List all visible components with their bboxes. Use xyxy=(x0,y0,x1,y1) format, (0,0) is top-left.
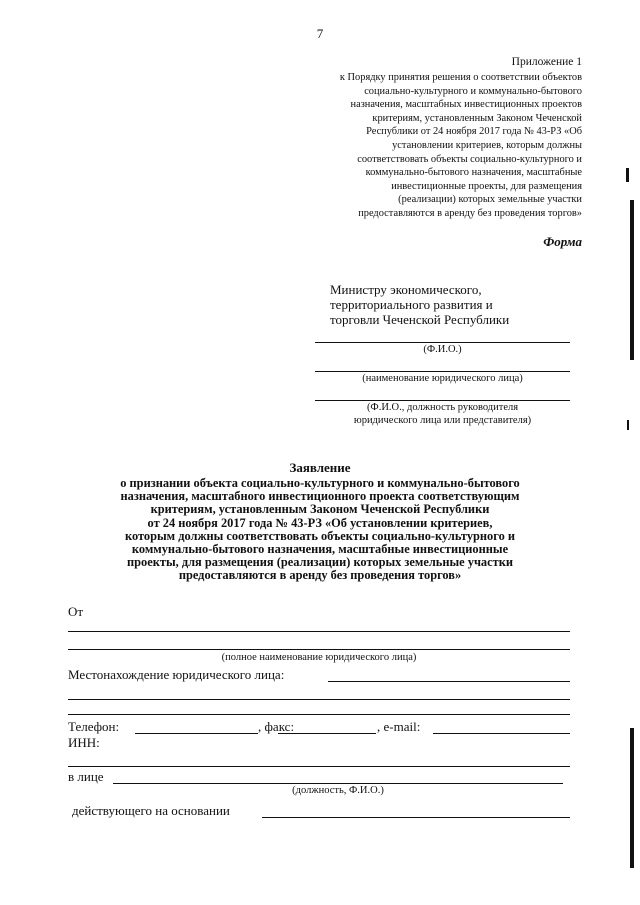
addressee-line: Министру экономического, xyxy=(330,282,482,297)
location-fill-line-3[interactable] xyxy=(68,714,570,715)
location-fill-line[interactable] xyxy=(328,681,570,682)
statement-title: Заявление xyxy=(289,460,351,475)
addressee-line: торговли Чеченской Республики xyxy=(330,312,510,327)
statement-line: коммунально-бытового назначения, масштабные инвестиционные xyxy=(131,542,509,557)
inn-label: ИНН: xyxy=(68,735,100,750)
org-full-name-caption: (полное наименование юридического лица) xyxy=(221,652,417,663)
statement-line: которым должны соответствовать объекты социально-культурного и xyxy=(124,528,516,543)
appendix-line: инвестиционные проекты, для размещения xyxy=(391,180,582,192)
appendix-label: Приложение 1 xyxy=(511,56,582,68)
inn-fill-line[interactable] xyxy=(68,766,570,767)
statement-line: о признании объекта социально-культурного и коммунально-бытового xyxy=(120,476,520,490)
location-label: Местонахождение юридического лица: xyxy=(68,667,285,682)
appendix-line: назначения, масштабных инвестиционных проектов xyxy=(350,99,582,111)
statement-line: от 24 ноября 2017 года № 43-РЗ «Об установлении критериев, xyxy=(147,515,493,530)
statement-body xyxy=(60,477,580,583)
appendix-line: коммунально-бытового назначения, масштабные xyxy=(365,167,582,179)
in-person-fill-line[interactable] xyxy=(113,783,563,784)
appendix-line: Республики от 24 ноября 2017 года № 43-РЗ «Об xyxy=(366,126,582,138)
head-caption-line-2: юридического лица или представителя) xyxy=(353,415,532,426)
email-fill-line[interactable] xyxy=(433,733,570,734)
statement-line: критериям, установленным Законом Чеченской Республики xyxy=(150,502,490,517)
phone-fill-line[interactable] xyxy=(135,733,258,734)
scan-edge-mark xyxy=(627,420,629,430)
addressee-line: территориального развития и xyxy=(330,297,493,312)
appendix-line: критериям, установленным Законом Чеченской xyxy=(372,112,582,124)
in-person-label: в лице xyxy=(68,769,104,784)
statement-line: предоставляются в аренду без проведения торгов» xyxy=(178,568,462,583)
org-name-caption: (наименование юридического лица) xyxy=(362,373,523,384)
appendix-line: предоставляются в аренду без проведения торгов» xyxy=(358,207,582,219)
appendix-line: соответствовать объекты социально-культурного и xyxy=(357,153,582,165)
location-fill-line-2[interactable] xyxy=(68,699,570,700)
basis-label: действующего на основании xyxy=(72,803,230,818)
statement-line: назначения, масштабного инвестиционного проекта соответствующим xyxy=(120,489,520,504)
scan-edge-mark xyxy=(626,168,629,182)
email-label: , e-mail: xyxy=(377,719,421,734)
phone-label: Телефон: xyxy=(68,719,120,734)
appendix-reference xyxy=(292,71,582,221)
position-caption: (должность, Ф.И.О.) xyxy=(292,785,384,796)
from-label: От xyxy=(68,604,84,619)
addressee-block xyxy=(330,282,570,327)
fio-caption: (Ф.И.О.) xyxy=(423,344,462,355)
fax-label: , факс: xyxy=(258,719,295,734)
appendix-line: к Порядку принятия решения о соответствии объектов xyxy=(339,72,582,83)
scan-edge-mark xyxy=(630,728,634,868)
appendix-line: установлении критериев, которым должны xyxy=(392,139,582,151)
from-fill-line-1[interactable] xyxy=(68,631,570,632)
org-name-fill-line[interactable] xyxy=(315,371,570,372)
form-label: Форма xyxy=(543,234,582,249)
fio-fill-line[interactable] xyxy=(315,342,570,343)
head-caption-line-1: (Ф.И.О., должность руководителя xyxy=(366,402,519,413)
fax-fill-line[interactable] xyxy=(278,733,376,734)
page-number: 7 xyxy=(316,26,324,41)
statement-line: проекты, для размещения (реализации) которых земельные участки xyxy=(127,555,513,570)
appendix-line: социально-культурного и коммунально-бытового xyxy=(364,85,582,97)
appendix-line: (реализации) которых земельные участки xyxy=(398,194,582,206)
basis-fill-line[interactable] xyxy=(262,817,570,818)
head-fill-line[interactable] xyxy=(315,400,570,401)
scan-edge-mark xyxy=(630,200,634,360)
from-fill-line-2[interactable] xyxy=(68,649,570,650)
